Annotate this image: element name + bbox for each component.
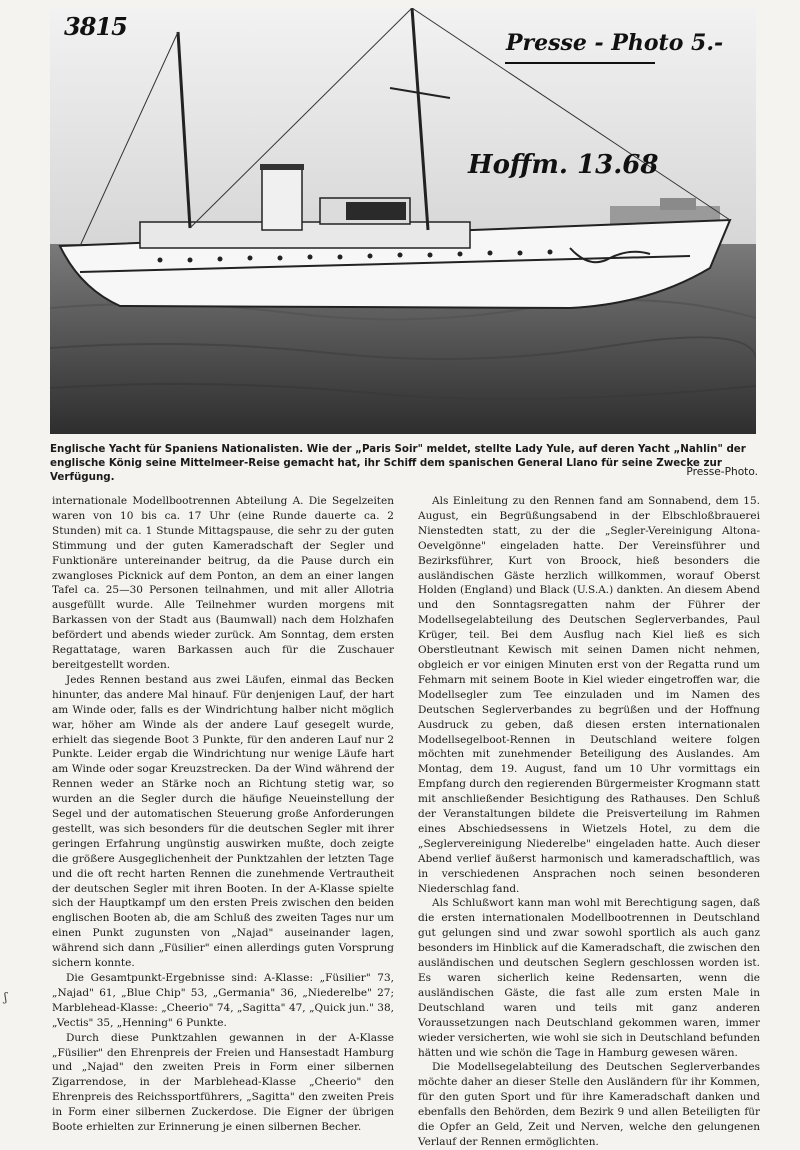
paragraph: Die Gesamtpunkt-Ergebnisse sind: A-Klasse: „Füsilier" 73, „Najad" 61, „Blue Chip" 53, „Germania" 36, „Niederelbe" 27; Marblehead-Klasse: „Cheerio" 74, „Sagitta" 47, „Quick jun." 38, „Vectis" 35, „Henning" 6 Punkte. [52, 972, 394, 1029]
photo-caption: Englische Yacht für Spaniens Nationalisten. Wie der „Paris Soir" meldet, stellte Lady Yule, auf deren Yacht „Nahlin" der englische König seine Mittelmeer-Reise gemacht hat, ihr Schiff dem spanischen General Llano für seine Zwecke zur Verfügung. [50, 443, 746, 483]
paragraph: Jedes Rennen bestand aus zwei Läufen, einmal das Becken hinunter, das andere Mal hinauf. Für denjenigen Lauf, der hart am Winde oder, falls es der Windrichtung halber nicht möglich war, höher am Winde als der andere Lauf gesegelt wurde, erhielt das siegende Boot 3 Punkte, für den anderen Lauf nur 2 Punkte. Leider ergab die Windrichtung nur wenige Läufe hart am Winde oder sogar Kreuzstrecken. Da der Wind während der Rennen weder an Stärke noch an Richtung stetig war, so wurden an die Segler durch die häufige Neueinstellung der Segel und der automatischen Steuerung große Anforderungen gestellt, was sich besonders für die deutschen Segler mit ihrer geringen Erfahrung ungünstig auswirken mußte, doch zeigte die größere Ausgeglichenheit der Punktzahlen der letzten Tage und die oft recht harten Rennen die zunehmende Vertrautheit der deutschen Segler mit ihren Booten. In der A-Klasse spielte sich der Hauptkampf um den ersten Preis zwischen den beiden englischen Booten ab, die am Schluß des zweiten Tages nur um einen Punkt zugunsten von „Najad" auseinander lagen, während sich dann „Füsilier" einen allerdings guten Vorsprung sichern konnte. [52, 673, 394, 970]
paragraph: Durch diese Punktzahlen gewannen in der A-Klasse „Füsilier" den Ehrenpreis der Freien und Hansestadt Hamburg und „Najad" den zweiten Preis in Form einer silbernen Zigarrendose, in der Marblehead-Klasse „Cheerio" den Ehrenpreis des Reichssportführers, „Sagitta" den zweiten Preis in Form einer silbernen Zuckerdose. Die Eigner der übrigen Boote erhielten zur Erinnerung je einen silbernen Becher. [52, 1031, 394, 1134]
paragraph: internationale Modellbootrennen Abteilung A. Die Segelzeiten waren von 10 bis ca. 17 Uhr (eine Runde dauerte ca. 2 Stunden) mit ca. 1 Stunde Mittagspause, die sehr zu der guten Stimmung und der guten Kameradschaft der Segler und Funktionäre untereinander beitrug, da die Pause durch ein zwangloses Picknick auf dem Ponton, an dem an einer langen Tafel ca. 25—30 Personen teilnahmen, und mit aller Allotria ausgefüllt wurde. Alle Teilnehmer wurden morgens mit Barkassen von der Stadt aus (Baumwall) nach dem Holzhafen befördert und abends wieder zurück. Am Sonntag, dem ersten Regattatage, waren Barkassen auch für die Zuschauer bereitgestellt worden. [52, 495, 394, 671]
handwritten-number: 3815 [64, 12, 127, 41]
handwritten-presse-photo-note: Presse - Photo 5.- [506, 30, 724, 56]
handwritten-underline [505, 62, 655, 64]
margin-pencil-mark: ʃ [4, 990, 8, 1004]
yacht-image [50, 8, 756, 434]
article-left-column [52, 494, 394, 1135]
article-right-column [418, 494, 760, 1150]
paragraph: Die Modellsegelabteilung des Deutschen Seglerverbandes möchte daher an dieser Stelle den Ausländern für ihr Kommen, für den guten Sport und für ihre Kameradschaft danken und ebenfalls den Behörden, dem Bezirk 9 und allen Beteiligten für die Opfer an Geld, Zeit und Nerven, welche den gelungenen Verlauf der Rennen ermöglichten. [418, 1061, 760, 1148]
photo-credit: Presse-Photo. [686, 466, 758, 478]
handwritten-date-note: Hoffm. 13.68 [468, 150, 659, 180]
paragraph: Als Einleitung zu den Rennen fand am Sonnabend, dem 15. August, ein Begrüßungsabend in der Elbschloßbrauerei Nienstedten statt, zu der die „Segler-Vereinigung Altona-Oevelgönne" eingeladen hatte. Der Vereinsführer und Bezirksführer, Kurt von Broock, hieß besonders die ausländischen Gäste herzlich willkommen, worauf Oberst Holden (England) und Black (U.S.A.) dankten. An diesem Abend und den Sonntagsregatten nahm der Führer der Modellsegelabteilung des Deutschen Seglerverbandes, Paul Krüger, teil. Bei dem Ausflug nach Kiel ließ es sich Oberstleutnant Kewisch mit seinen Damen nicht nehmen, obgleich er vor einigen Minuten erst von der Regatta rund um Fehmarn mit seinem Boote in Kiel wieder eingetroffen war, die Modellsegler zum Tee einzuladen und im Namen des Deutschen Seglerverbandes zu begrüßen und der Hoffnung Ausdruck zu geben, daß diesen ersten internationalen Modellsegelboot-Rennen in Deutschland weitere folgen möchten mit zunehmender Beteiligung des Auslandes. Am Montag, dem 19. August, fand um 10 Uhr vormittags ein Empfang durch den regierenden Bürgermeister Krogmann statt mit anschließender Besichtigung des Rathauses. Den Schluß der Veranstaltungen bildete die Preisverteilung im Rahmen eines Abschiedsessens in Wietzels Hotel, zu dem die „Seglervereinigung Niederelbe" eingeladen hatte. Auch dieser Abend verlief äußerst harmonisch und kameradschaftlich, was in verschiedenen Ansprachen noch seinen besonderen Niederschlag fand. [418, 495, 760, 895]
paragraph: Als Schlußwort kann man wohl mit Berechtigung sagen, daß die ersten internationalen Modellbootrennen in Deutschland gut gelungen sind und zwar sowohl sportlich als auch ganz besonders im Hinblick auf die Kameradschaft, die zwischen den ausländischen und deutschen Seglern geschlossen worden ist. Es waren sicherlich keine Redensarten, wenn die ausländischen Gäste, die fast alle zum ersten Male in Deutschland waren und teils mit ganz anderen Voraussetzungen nach Deutschland gekommen waren, immer wieder versicherten, wie wohl sie sich in Deutschland befunden hätten und wie schön die Tage in Hamburg gewesen wären. [418, 897, 760, 1059]
yacht-photo [50, 8, 756, 434]
